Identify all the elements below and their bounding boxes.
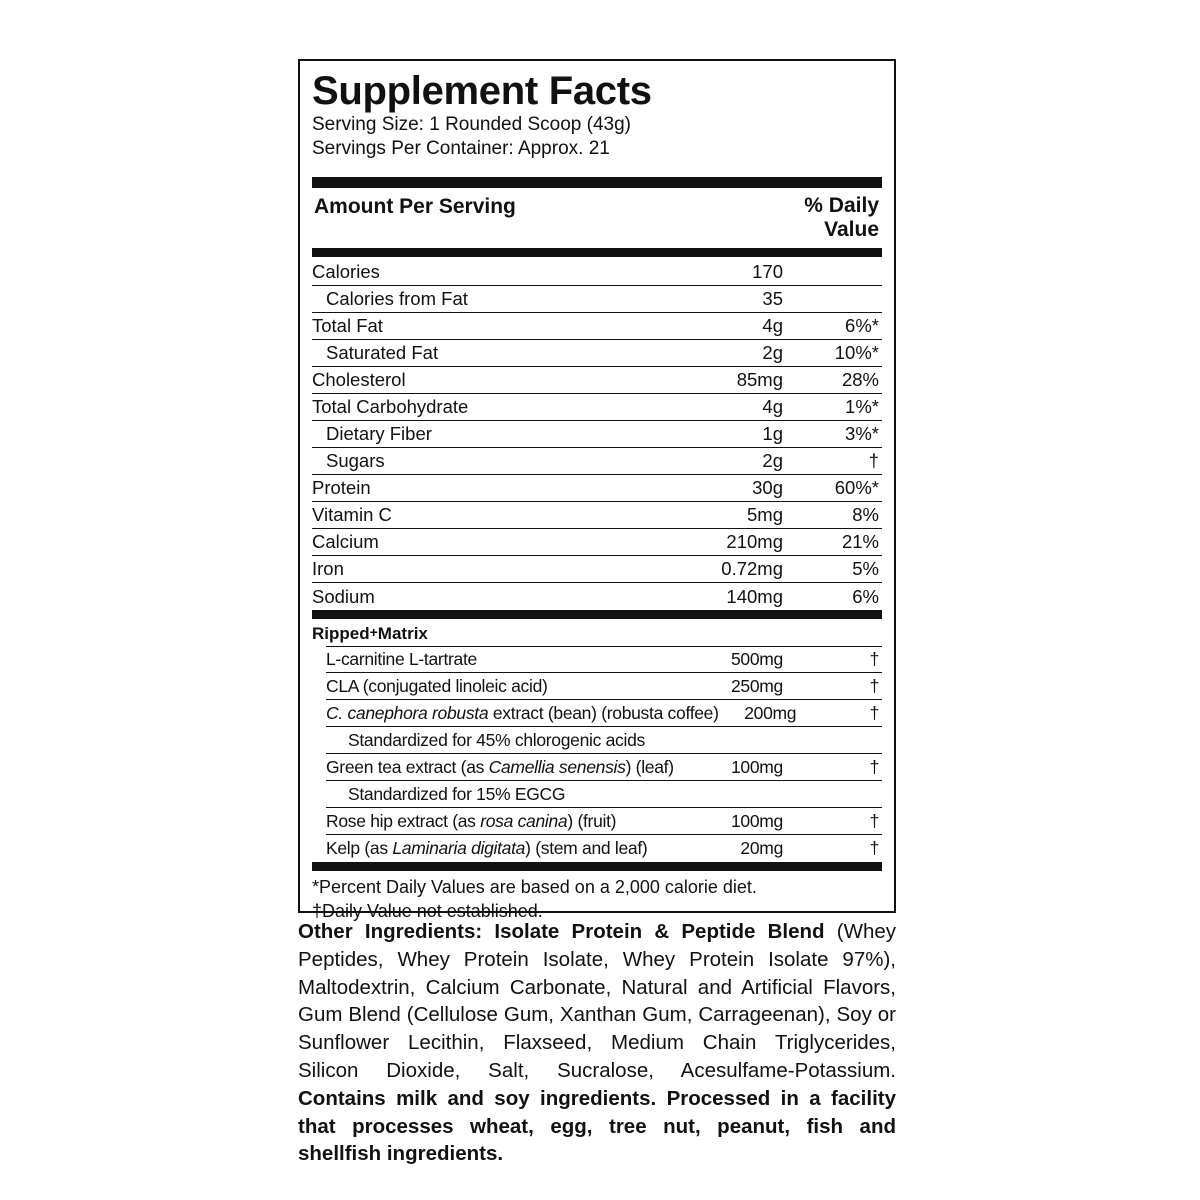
- matrix-row: [326, 781, 882, 808]
- nutrient-dv: 28%: [841, 369, 879, 390]
- nutrient-name: Cholesterol: [312, 369, 406, 390]
- nutrient-amount: 140mg: [726, 585, 783, 607]
- nutrient-name: Calories from Fat: [326, 288, 468, 309]
- nutrient-amount: 4g: [762, 396, 783, 417]
- matrix-item-italic: Camellia senensis: [488, 756, 626, 777]
- nutrient-name: Calcium: [312, 531, 379, 552]
- matrix-title: Ripped + Matrix: [312, 623, 428, 643]
- matrix-item-name: [326, 835, 693, 862]
- matrix-item-dv: †: [869, 675, 879, 696]
- matrix-row: [326, 727, 882, 754]
- matrix-item-text: Standardized for 45% chlorogenic acids: [348, 729, 645, 750]
- nutrient-dv: 8%: [852, 504, 879, 525]
- nutrient-rows: [312, 259, 882, 610]
- matrix-item-italic: rosa canina: [480, 810, 568, 831]
- nutrient-row: [312, 448, 882, 475]
- nutrient-amount: 2g: [762, 342, 783, 363]
- matrix-item-text: Standardized for 15% EGCG: [348, 783, 566, 804]
- matrix-item-name: [326, 727, 693, 753]
- footnote-daily-values: *Percent Daily Values are based on a 2,000 calorie diet.: [312, 877, 757, 897]
- matrix-row: [326, 646, 882, 673]
- matrix-item-name: [326, 647, 693, 672]
- nutrient-row: [312, 475, 882, 502]
- matrix-item-text: ) (fruit): [567, 810, 617, 831]
- other-ingredients-list: (Whey Peptides, Whey Protein Isolate, Whey Protein Isolate 97%), Maltodextrin, Calcium Carbonate, Natural and Artificial Flavors, Gum Blend (Cellulose Gum, Xanthan Gum, Carrageenan), Soy or Sunflower Lecithin, Flaxseed, Medium Chain Triglycerides, Silicon Dioxide, Salt, Sucralose, Acesulfame-Potassium.: [298, 920, 896, 1082]
- nutrient-row: [312, 367, 882, 394]
- matrix-item-text: Green tea extract (as: [326, 756, 489, 777]
- nutrient-dv: 10%*: [834, 342, 879, 363]
- nutrient-row: [312, 502, 882, 529]
- nutrient-amount: 1g: [762, 423, 783, 444]
- matrix-item-name: [326, 700, 719, 726]
- nutrient-row: [312, 556, 882, 583]
- nutrient-dv: 6%*: [845, 315, 879, 336]
- nutrient-dv: 6%: [852, 585, 879, 607]
- other-ingredients-label: Other Ingredients: Isolate Protein & Peptide Blend: [298, 920, 825, 943]
- nutrient-amount: 85mg: [736, 369, 783, 390]
- daily-value-header-line2: Value: [824, 218, 879, 241]
- matrix-item-amount: 100mg: [730, 756, 783, 777]
- nutrient-name: Total Fat: [312, 315, 383, 336]
- thick-divider: [312, 177, 882, 188]
- nutrient-amount: 210mg: [726, 531, 783, 552]
- nutrient-row: [312, 340, 882, 367]
- matrix-row: [326, 673, 882, 700]
- matrix-title-suffix: Matrix: [377, 623, 428, 643]
- matrix-item-amount: 20mg: [740, 838, 783, 858]
- nutrient-dv: 5%: [852, 558, 879, 579]
- servings-per-container: Servings Per Container: Approx. 21: [312, 138, 610, 159]
- nutrient-row: [312, 421, 882, 448]
- nutrient-row: [312, 394, 882, 421]
- nutrient-name: Iron: [312, 558, 344, 579]
- matrix-item-dv: †: [869, 838, 879, 858]
- matrix-item-name: [326, 673, 693, 699]
- matrix-item-amount: 200mg: [744, 702, 797, 723]
- nutrient-amount: 0.72mg: [721, 558, 783, 579]
- nutrient-dv: 60%*: [834, 477, 879, 498]
- nutrient-row: [312, 286, 882, 313]
- matrix-title-name: Ripped: [312, 623, 370, 643]
- nutrient-row: [312, 259, 882, 286]
- matrix-item-text: CLA (conjugated linoleic acid): [326, 675, 548, 696]
- matrix-item-amount: 100mg: [730, 810, 783, 831]
- panel-title: Supplement Facts: [312, 69, 652, 113]
- nutrient-name: Dietary Fiber: [326, 423, 432, 444]
- nutrient-dv: 21%: [841, 531, 879, 552]
- matrix-item-text: extract (bean) (robusta coffee): [488, 702, 719, 723]
- nutrient-amount: 30g: [752, 477, 783, 498]
- matrix-item-dv: †: [869, 756, 879, 777]
- matrix-row: [326, 754, 882, 781]
- matrix-item-text: Kelp (as: [326, 838, 393, 858]
- nutrient-dv: †: [868, 450, 879, 471]
- nutrient-name: Calories: [312, 261, 380, 282]
- matrix-item-amount: 500mg: [730, 649, 783, 669]
- allergen-statement: Contains milk and soy ingredients. Processed in a facility that processes wheat, egg, tree nut, peanut, fish and shellfish ingredients.: [298, 1086, 896, 1166]
- daily-value-header: [769, 194, 882, 242]
- thick-divider: [312, 610, 882, 619]
- amount-per-serving-label: Amount Per Serving: [314, 195, 516, 218]
- nutrient-amount: 5mg: [747, 504, 783, 525]
- nutrient-name: Vitamin C: [312, 504, 392, 525]
- footnote-dagger: †Daily Value not established.: [312, 901, 543, 921]
- nutrient-row: [312, 529, 882, 556]
- matrix-item-amount: 250mg: [730, 675, 783, 696]
- nutrient-amount: 35: [762, 288, 783, 309]
- matrix-item-dv: †: [869, 649, 879, 669]
- serving-size: Serving Size: 1 Rounded Scoop (43g): [312, 114, 631, 135]
- matrix-item-italic: C. canephora robusta: [326, 702, 489, 723]
- matrix-item-dv: †: [869, 810, 879, 831]
- nutrient-name: Total Carbohydrate: [312, 396, 469, 417]
- matrix-item-text: Rose hip extract (as: [326, 810, 481, 831]
- matrix-item-text: ) (leaf): [625, 756, 674, 777]
- nutrient-amount: 170: [752, 261, 783, 282]
- nutrient-dv: 3%*: [845, 423, 879, 444]
- daily-value-header-line1: % Daily: [804, 194, 879, 217]
- nutrient-name: Sodium: [312, 585, 375, 607]
- nutrient-name: Protein: [312, 477, 371, 498]
- nutrient-name: Saturated Fat: [326, 342, 439, 363]
- amount-header: [312, 188, 882, 248]
- thick-divider: [312, 862, 882, 871]
- matrix-item-italic: Laminaria digitata: [392, 838, 526, 858]
- matrix-row: [326, 808, 882, 835]
- thick-divider: [312, 248, 882, 257]
- footnotes: [312, 871, 882, 923]
- matrix-row: [326, 700, 882, 727]
- matrix-item-dv: †: [869, 702, 879, 723]
- nutrient-dv: 1%*: [845, 396, 879, 417]
- nutrient-row: [312, 313, 882, 340]
- matrix-item-name: [326, 754, 693, 780]
- matrix-item-name: [326, 781, 693, 807]
- matrix-item-name: [326, 808, 693, 834]
- nutrient-amount: 4g: [762, 315, 783, 336]
- matrix-item-text: ) (stem and leaf): [525, 838, 648, 858]
- supplement-facts-panel: [298, 59, 896, 921]
- other-ingredients: [298, 918, 896, 1168]
- nutrient-name: Sugars: [326, 450, 385, 471]
- matrix-row: [326, 835, 882, 862]
- matrix-item-text: L-carnitine L-tartrate: [326, 649, 477, 669]
- nutrient-amount: 2g: [762, 450, 783, 471]
- nutrient-row: [312, 583, 882, 610]
